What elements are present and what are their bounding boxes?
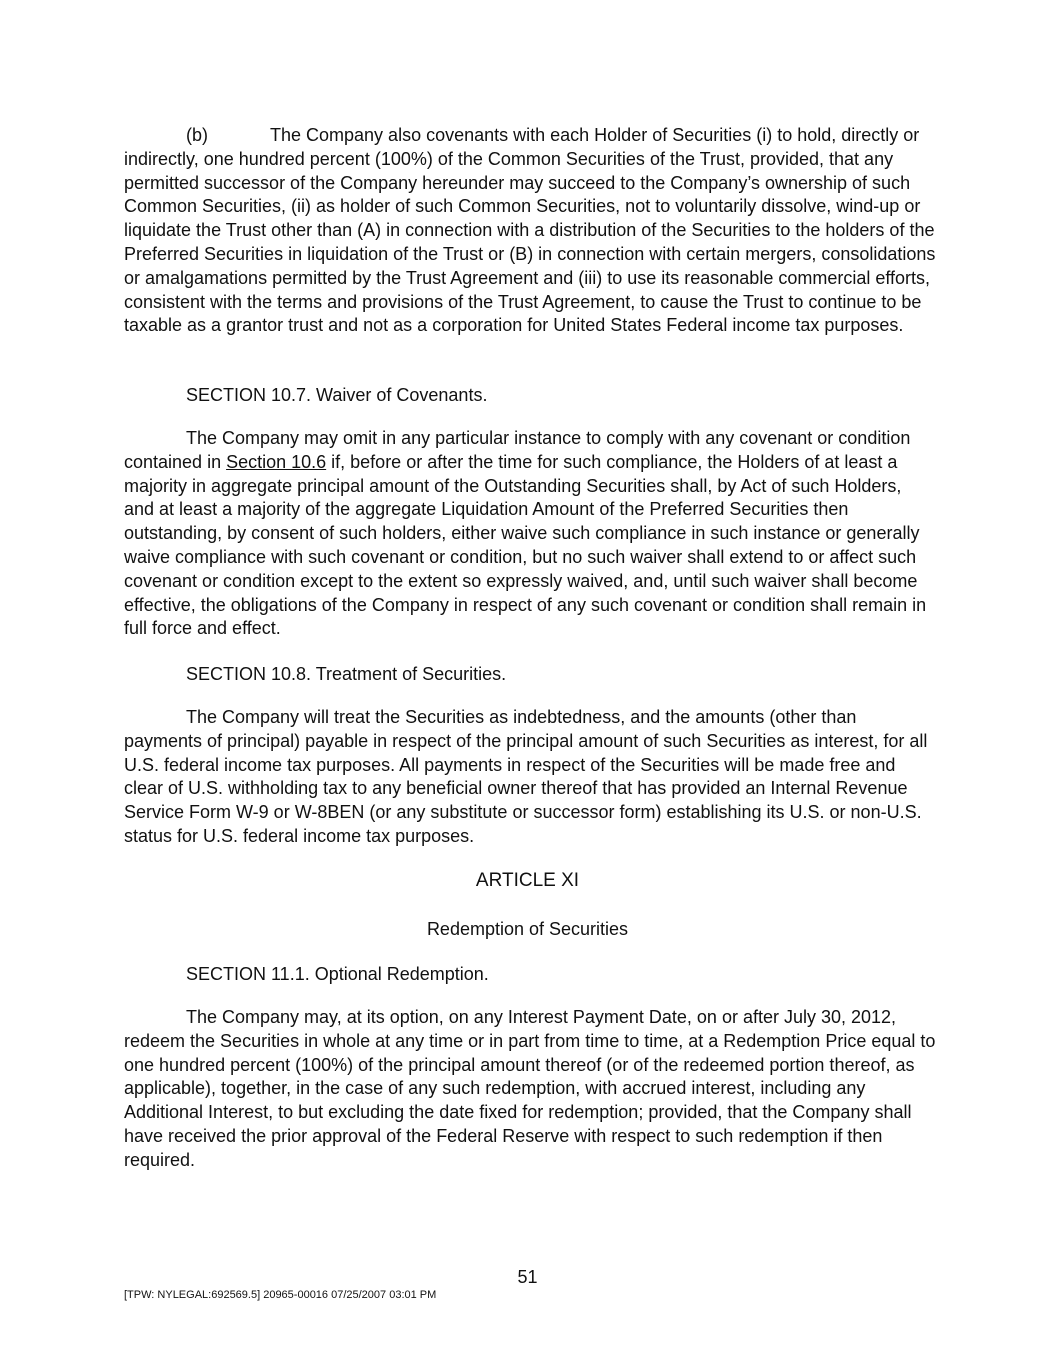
document-footer: [TPW: NYLEGAL:692569.5] 20965-00016 07/25/2007 03:01 PM xyxy=(124,1289,437,1301)
article-title: ARTICLE XI xyxy=(475,870,580,891)
paragraph-b-text: The Company also covenants with each Holder of Securities (i) to hold, directly or indirectly, one hundred percent (100%) of the Common Securities of the Trust, provided, that any permitted successor of the Company hereunder may succeed to the Company’s ownership of such Common Securities, (ii) as holder of such Common Securities, not to voluntarily dissolve, wind-up or liquidate the Trust other than (A) in connection with a distribution of the Securities to the holders of the Preferred Securities in liquidation of the Trust or (B) in connection with certain mergers, consolidations or amalgamations permitted by the Trust Agreement and (iii) to use its reasonable commercial efforts, consistent with the terms and provisions of the Trust Agreement, to cause the Trust to continue to be taxable as a grantor trust and not as a corporation for United States Federal income tax purposes. xyxy=(124,125,936,336)
section-10-8-paragraph: The Company will treat the Securities as indebtedness, and the amounts (other than payments of principal) payable in respect of the principal amount of such Securities as interest, for all U.S. federal income tax purposes. All payments in respect of the Securities will be made free and clear of U.S. withholding tax to any beneficial owner thereof that has provided an Internal Revenue Service Form W-9 or W-8BEN (or any substitute or successor form) establishing its U.S. or non-U.S. status for U.S. federal income tax purposes. xyxy=(124,707,928,846)
section-11-1-heading: SECTION 11.1. Optional Redemption. xyxy=(186,964,489,984)
article-subtitle: Redemption of Securities xyxy=(426,919,629,939)
section-10-6-reference: Section 10.6 xyxy=(226,451,327,472)
section-11-1-paragraph: The Company may, at its option, on any Interest Payment Date, on or after July 30, 2012, redeem the Securities in whole at any time or in part from time to time, at a Redemption Price equal to one hundred percent (100%) of the principal amount thereof (or of the redeemed portion thereof, as applicable), together, in the case of any such redemption, with accrued interest, including any Additional Interest, to but excluding the date fixed for redemption; provided, that the Company shall have received the prior approval of the Federal Reserve with respect to such redemption if then required. xyxy=(124,1007,936,1170)
section-10-7-text-before: The Company may omit in any particular instance to comply with any covenant or condition contained in xyxy=(124,428,911,472)
paragraph-b xyxy=(124,124,936,338)
page-number: 51 xyxy=(517,1267,538,1287)
paragraph-b-label: (b) xyxy=(186,125,208,145)
section-10-7-text-after: if, before or after the time for such compliance, the Holders of at least a majority in aggregate principal amount of the Outstanding Securities shall, by Act of such Holders, and at least a majority of the aggregate Liquidation Amount of the Preferred Securities then outstanding, by consent of such holders, either waive such compliance in such instance or generally waive compliance with such covenant or condition, but no such waiver shall extend to or affect such covenant or condition except to the extent so expressly waived, and, until such waiver shall become effective, the obligations of the Company in respect of any such covenant or condition shall remain in full force and effect. xyxy=(124,451,927,639)
section-10-7-heading: SECTION 10.7. Waiver of Covenants. xyxy=(186,385,488,405)
section-10-8-heading: SECTION 10.8. Treatment of Securities. xyxy=(186,664,507,684)
section-10-7-paragraph xyxy=(124,427,936,641)
